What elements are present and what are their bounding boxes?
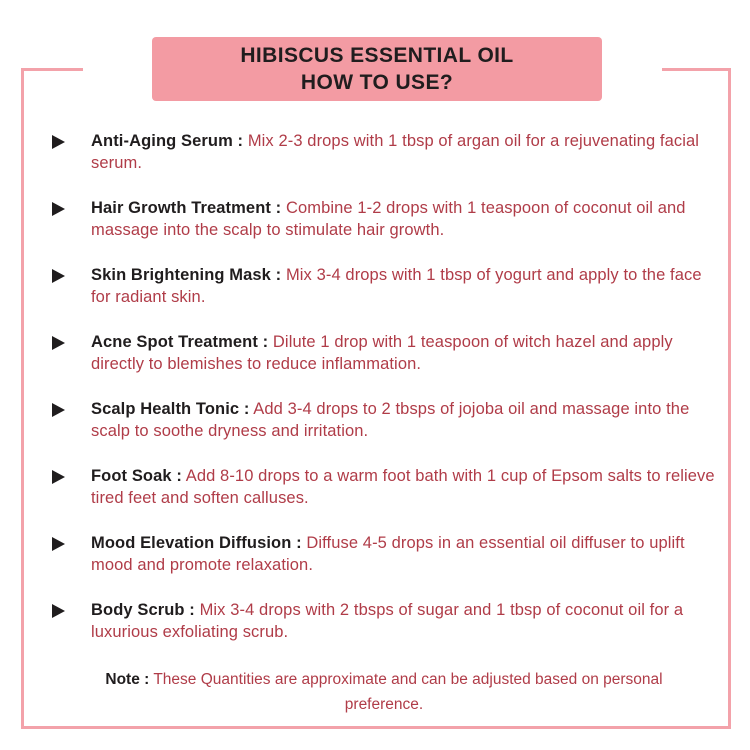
item-description: Add 3-4 drops to 2 tbsps of jojoba oil and massage into the scalp to soothe dryness and irritation.: [91, 400, 690, 440]
list-item: [52, 131, 716, 174]
list-item-text: [91, 332, 716, 375]
item-label: Acne Spot Treatment :: [91, 333, 269, 351]
triangle-bullet-icon: [52, 202, 81, 216]
item-label: Skin Brightening Mask :: [91, 266, 282, 284]
item-label: Scalp Health Tonic :: [91, 400, 250, 418]
note-text: These Quantities are approximate and can be adjusted based on personal preference.: [153, 671, 663, 713]
triangle-bullet-icon: [52, 269, 81, 283]
triangle-bullet-icon: [52, 336, 81, 350]
title-banner: [152, 37, 602, 101]
list-item-text: [91, 466, 716, 509]
item-description: Dilute 1 drop with 1 teaspoon of witch hazel and apply directly to blemishes to reduce inflammation.: [91, 333, 673, 373]
list-item: [52, 466, 716, 509]
item-label: Mood Elevation Diffusion :: [91, 534, 302, 552]
note-label: Note :: [105, 671, 150, 688]
item-label: Anti-Aging Serum :: [91, 132, 244, 150]
item-description: Diffuse 4-5 drops in an essential oil diffuser to uplift mood and promote relaxation.: [91, 534, 685, 574]
list-item-text: [91, 131, 716, 174]
list-item-text: [91, 399, 716, 442]
page-title-line1: HIBISCUS ESSENTIAL OIL: [240, 44, 514, 67]
item-description: Mix 2-3 drops with 1 tbsp of argan oil for a rejuvenating facial serum.: [91, 132, 700, 172]
list-item: [52, 533, 716, 576]
list-item-text: [91, 198, 716, 241]
note: [94, 667, 674, 717]
triangle-bullet-icon: [52, 470, 81, 484]
item-label: Body Scrub :: [91, 601, 195, 619]
triangle-bullet-icon: [52, 604, 81, 618]
list-item: [52, 399, 716, 442]
item-label: Hair Growth Treatment :: [91, 199, 282, 217]
list-item: [52, 198, 716, 241]
item-description: Add 8-10 drops to a warm foot bath with 1 cup of Epsom salts to relieve tired feet and soften calluses.: [91, 467, 715, 507]
triangle-bullet-icon: [52, 403, 81, 417]
triangle-bullet-icon: [52, 537, 81, 551]
item-description: Combine 1-2 drops with 1 teaspoon of coconut oil and massage into the scalp to stimulate hair growth.: [91, 199, 686, 239]
page-title-line2: HOW TO USE?: [300, 71, 454, 94]
item-description: Mix 3-4 drops with 1 tbsp of yogurt and apply to the face for radiant skin.: [91, 266, 702, 306]
usage-section: [52, 131, 716, 717]
triangle-bullet-icon: [52, 135, 81, 149]
list-item: [52, 265, 716, 308]
list-item: [52, 600, 716, 643]
list-item-text: [91, 265, 716, 308]
list-item: [52, 332, 716, 375]
list-item-text: [91, 600, 716, 643]
item-label: Foot Soak :: [91, 467, 182, 485]
list-item-text: [91, 533, 716, 576]
item-description: Mix 3-4 drops with 2 tbsps of sugar and 1 tbsp of coconut oil for a luxurious exfoliating scrub.: [91, 601, 684, 641]
usage-list: [52, 131, 716, 643]
